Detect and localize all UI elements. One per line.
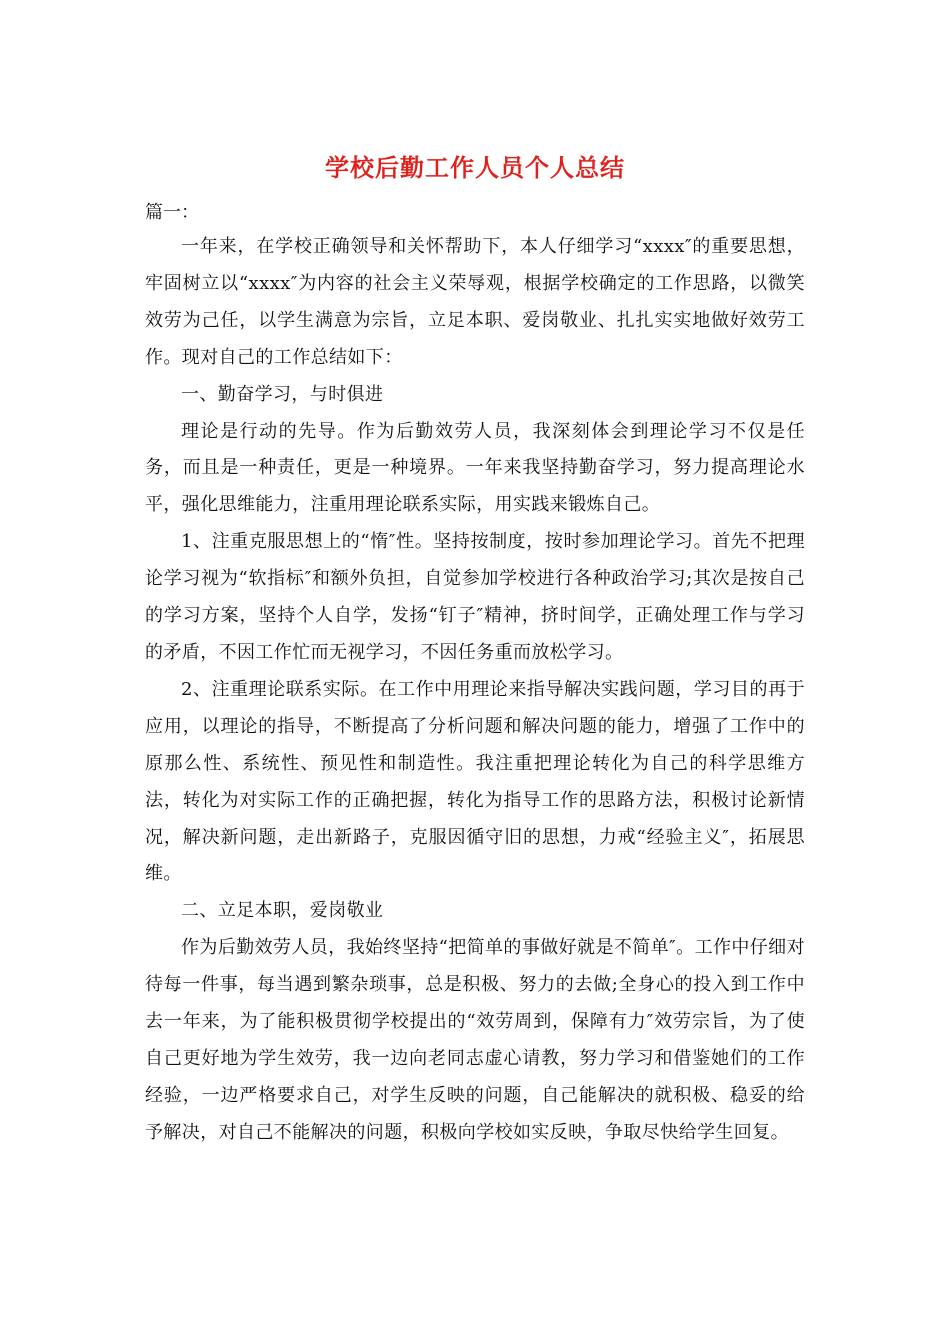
section-label: 篇一： <box>145 202 199 223</box>
paragraph-intro: 一年来，在学校正确领导和关怀帮助下，本人仔细学习“xxxx″的重要思想，牢固树立以“xxxx″为内容的社会主义荣辱观，根据学校确定的工作思路，以微笑效劳为己任，以学生满意为宗旨，立足本职、爱岗敬业、扎扎实实地做好效劳工作。现对自己的工作总结如下： <box>145 236 805 368</box>
document-body <box>145 229 805 1152</box>
document-title: 学校后勤工作人员个人总结 <box>325 154 625 182</box>
paragraph-point-2: 2、注重理论联系实际。在工作中用理论来指导解决实践问题，学习目的再于应用，以理论的指导，不断提高了分析问题和解决问题的能力，增强了工作中的原那么性、系统性、预见性和制造性。我注重把理论转化为自己的科学思维方法，转化为对实际工作的正确把握，转化为指导工作的思路方法，积极讨论新情况，解决新问题，走出新路子，克服因循守旧的思想，力戒“经验主义″，拓展思维。 <box>145 678 805 885</box>
heading-duty: 二、立足本职，爱岗敬业 <box>181 900 384 922</box>
heading-study: 一、勤奋学习，与时俱进 <box>181 383 384 405</box>
paragraph-point-1: 1、注重克服思想上的“惰″性。坚持按制度，按时参加理论学习。首先不把理论学习视为“软指标″和额外负担，自觉参加学校进行各种政治学习;其次是按自己的学习方案，坚持个人自学，发扬“钉子″精神，挤时间学，正确处理工作与学习的矛盾，不因工作忙而无视学习，不因任务重而放松学习。 <box>145 531 805 663</box>
paragraph-service: 作为后勤效劳人员，我始终坚持“把简单的事做好就是不简单″。工作中仔细对待每一件事，每当遇到繁杂琐事，总是积极、努力的去做;全身心的投入到工作中去一年来，为了能积极贯彻学校提出的“效劳周到，保障有力″效劳宗旨，为了使自己更好地为学生效劳，我一边向老同志虚心请教，努力学习和借鉴她们的工作经验，一边严格要求自己，对学生反映的问题，自己能解决的就积极、稳妥的给予解决，对自己不能解决的问题，积极向学校如实反映，争取尽快给学生回复。 <box>145 937 805 1143</box>
paragraph-theory: 理论是行动的先导。作为后勤效劳人员，我深刻体会到理论学习不仅是任务，而且是一种责任，更是一种境界。一年来我坚持勤奋学习，努力提高理论水平，强化思维能力，注重用理论联系实际，用实践来锻炼自己。 <box>145 420 805 516</box>
